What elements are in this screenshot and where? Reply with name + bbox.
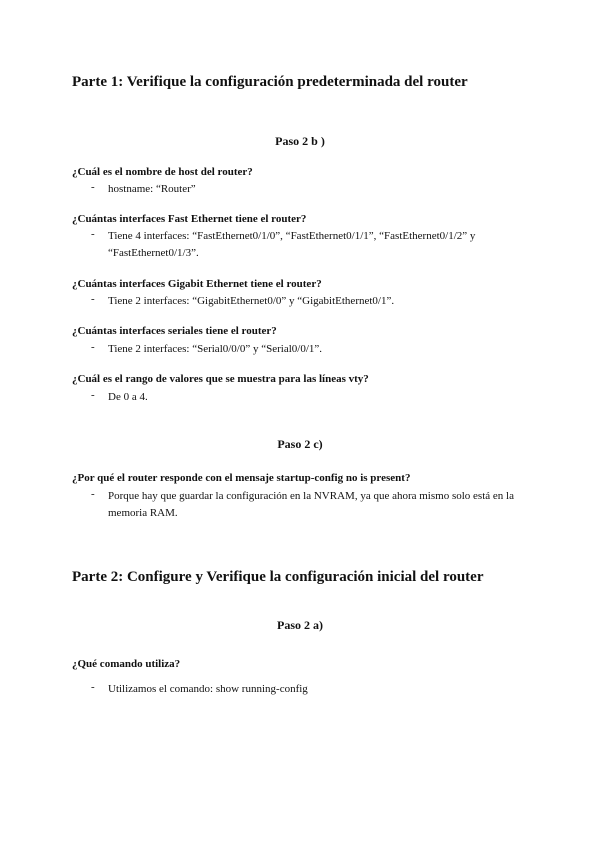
- question-gigabitethernet: ¿Cuántas interfaces Gigabit Ethernet tiene el router?: [72, 278, 322, 290]
- question-fastethernet: ¿Cuántas interfaces Fast Ethernet tiene el router?: [72, 213, 307, 225]
- answer-text: Tiene 4 interfaces: “FastEthernet0/1/0”, “FastEthernet0/1/1”, “FastEthernet0/1/2” y “FastEthernet0/1/3”.: [108, 230, 476, 259]
- step-2c-title: Paso 2 c): [277, 437, 323, 451]
- step-2a-title: Paso 2 a): [277, 618, 323, 632]
- part1-title: Parte 1: Verifique la configuración predeterminada del router: [72, 74, 468, 90]
- bullet-dash: -: [91, 488, 95, 500]
- question-command: ¿Qué comando utiliza?: [72, 658, 181, 670]
- bullet-dash: -: [91, 293, 95, 305]
- answer-text: De 0 a 4.: [108, 391, 148, 403]
- answer-text: Tiene 2 interfaces: “GigabitEthernet0/0” y “GigabitEthernet0/1”.: [108, 295, 395, 307]
- bullet-dash: -: [91, 228, 95, 240]
- answer-text: hostname: “Router”: [108, 183, 196, 195]
- part2-title: Parte 2: Configure y Verifique la configuración inicial del router: [72, 569, 484, 585]
- bullet-dash: -: [91, 341, 95, 353]
- answer-text: Tiene 2 interfaces: “Serial0/0/0” y “Serial0/0/1”.: [108, 343, 323, 355]
- step-2b-title: Paso 2 b ): [275, 134, 325, 148]
- question-hostname: ¿Cuál es el nombre de host del router?: [72, 166, 253, 178]
- question-serial: ¿Cuántas interfaces seriales tiene el router?: [72, 325, 277, 337]
- question-startup-config: ¿Por qué el router responde con el mensaje startup-config no is present?: [72, 472, 411, 484]
- bullet-dash: -: [91, 181, 95, 193]
- bullet-dash: -: [91, 389, 95, 401]
- bullet-dash: -: [91, 681, 95, 693]
- question-vty: ¿Cuál es el rango de valores que se muestra para las líneas vty?: [72, 373, 369, 385]
- answer-text: Porque hay que guardar la configuración en la NVRAM, ya que ahora mismo solo está en la memoria RAM.: [108, 490, 514, 519]
- answer-text: Utilizamos el comando: show running-config: [108, 683, 308, 695]
